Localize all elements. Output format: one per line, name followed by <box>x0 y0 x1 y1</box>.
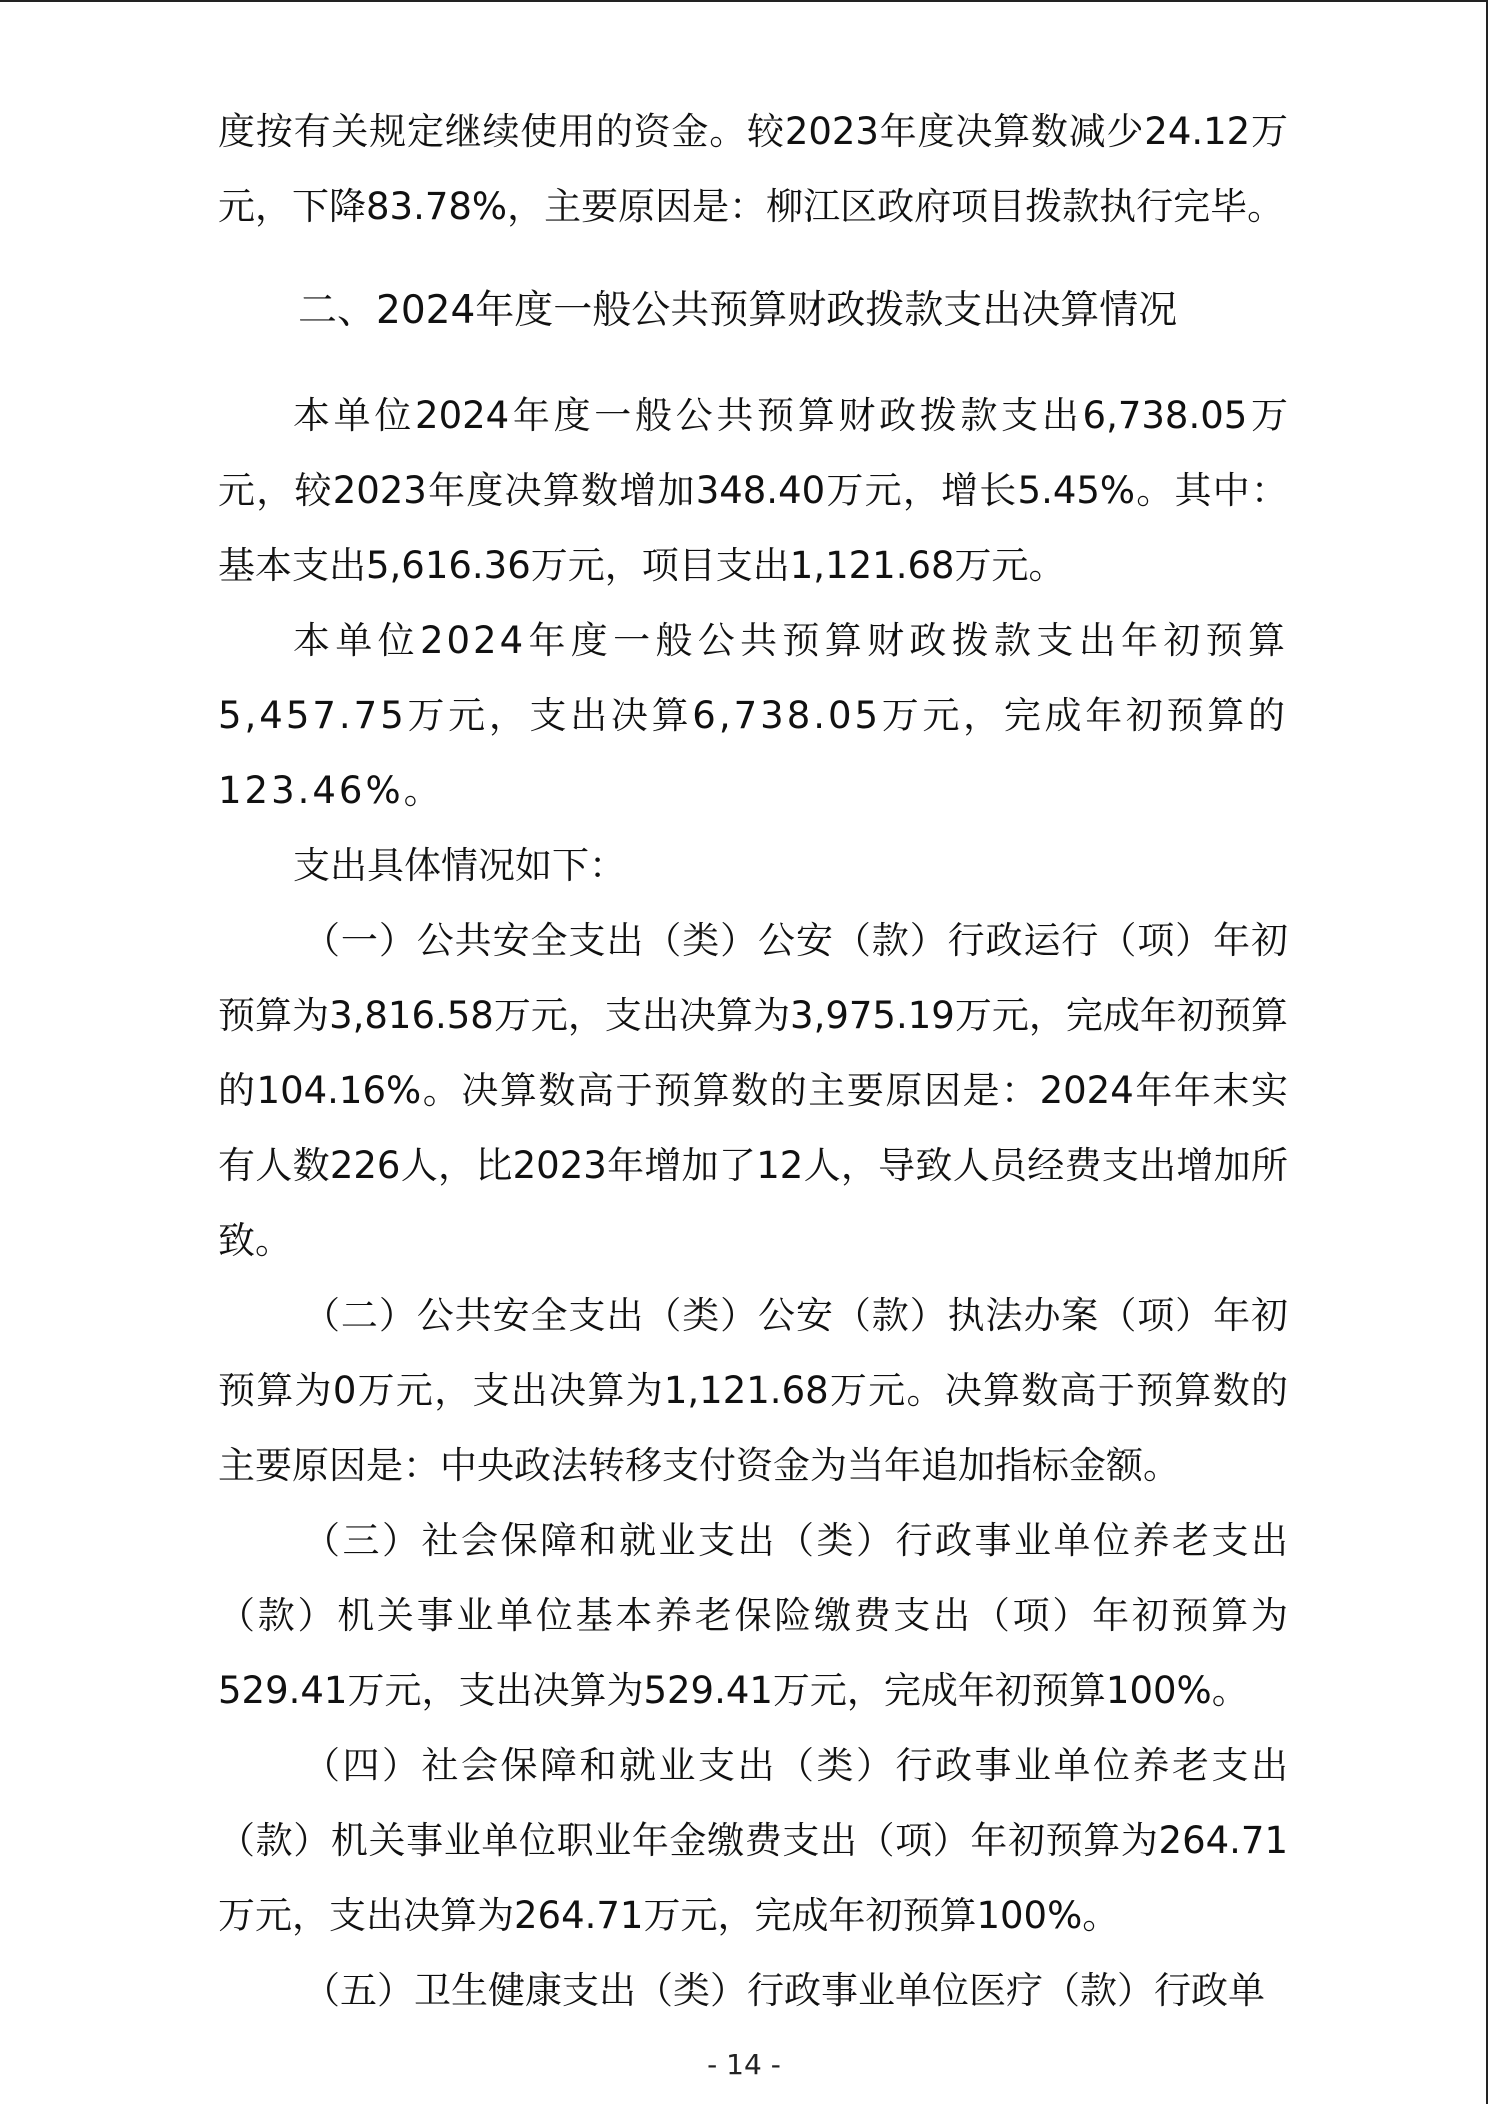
paragraph-item-1: （一）公共安全支出（类）公安（款）行政运行（项）年初预算为3,816.58万元，支出决算为3,975.19万元，完成年初预算的104.16%。决算数高于预算数的主要原因是：2024年年末实有人数226人，比2023年增加了12人，导致人员经费支出增加所致。 <box>218 919 1288 1262</box>
paragraph-total-expenditure: 本单位2024年度一般公共预算财政拨款支出6,738.05万元，较2023年度决算数增加348.40万元，增长5.45%。其中：基本支出5,616.36万元，项目支出1,121.68万元。 <box>218 394 1288 587</box>
paragraph-item-4: （四）社会保障和就业支出（类）行政事业单位养老支出（款）机关事业单位职业年金缴费支出（项）年初预算为264.71万元，支出决算为264.71万元，完成年初预算100%。 <box>218 1744 1288 1937</box>
paragraph-details-intro: 支出具体情况如下： <box>293 844 626 887</box>
paragraph-item-5: （五）卫生健康支出（类）行政事业单位医疗（款）行政单 <box>303 1969 1265 2012</box>
section-heading: 二、2024年度一般公共预算财政拨款支出决算情况 <box>298 288 1178 333</box>
paragraph-item-3: （三）社会保障和就业支出（类）行政事业单位养老支出（款）机关事业单位基本养老保险缴费支出（项）年初预算为529.41万元，支出决算为529.41万元，完成年初预算100%。 <box>218 1519 1288 1712</box>
paragraph-item-2: （二）公共安全支出（类）公安（款）执法办案（项）年初预算为0万元，支出决算为1,121.68万元。决算数高于预算数的主要原因是：中央政法转移支付资金为当年追加指标金额。 <box>218 1294 1288 1487</box>
document-body <box>218 94 1288 2028</box>
paragraph-continuation: 度按有关规定继续使用的资金。较2023年度决算数减少24.12万元，下降83.78%，主要原因是：柳江区政府项目拨款执行完毕。 <box>218 110 1288 228</box>
page-number: - 14 - <box>707 2048 781 2081</box>
paragraph-budget-completion: 本单位2024年度一般公共预算财政拨款支出年初预算5,457.75万元，支出决算6,738.05万元，完成年初预算的123.46%。 <box>218 619 1288 812</box>
